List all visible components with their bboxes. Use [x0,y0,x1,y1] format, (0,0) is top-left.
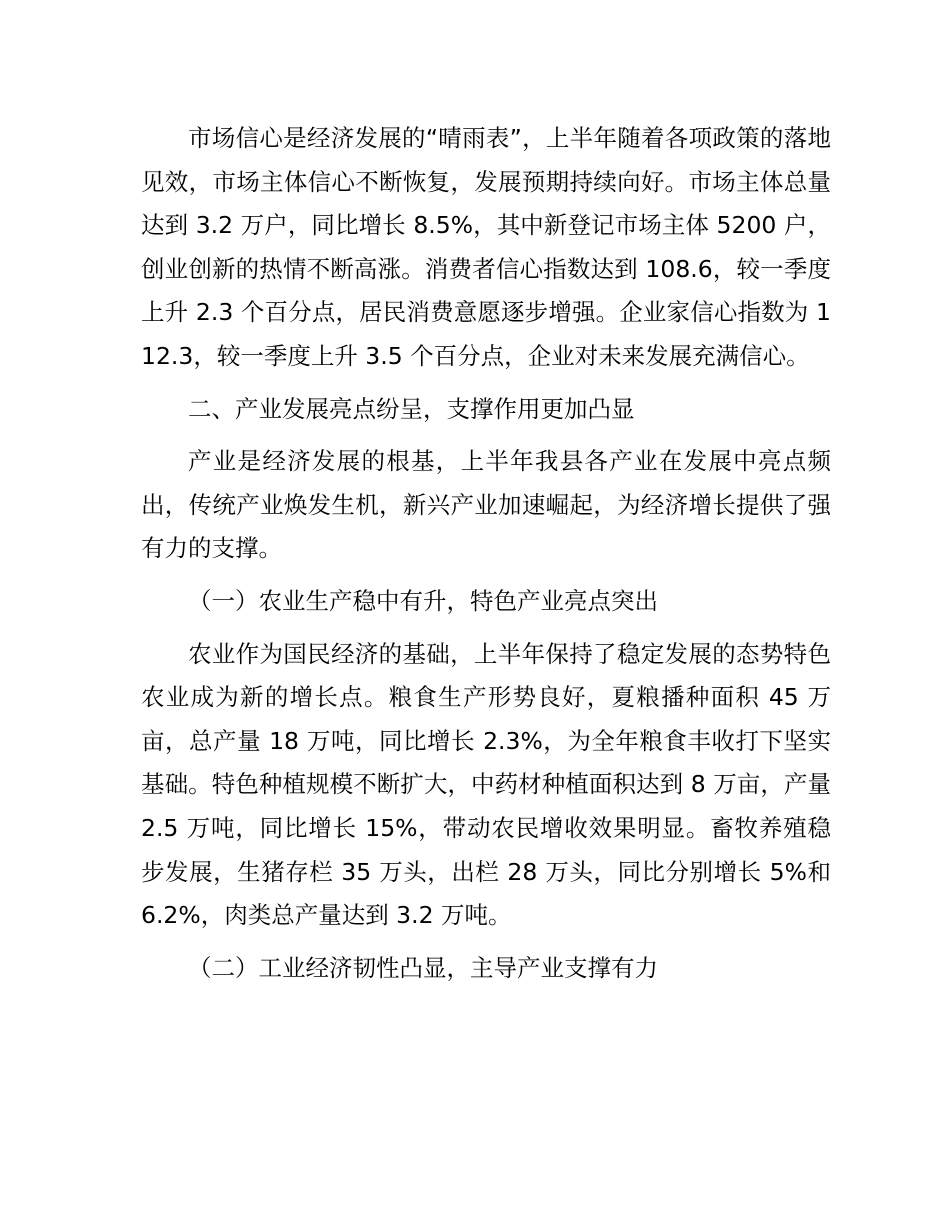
paragraph-industry-intro: 产业是经济发展的根基，上半年我县各产业在发展中亮点频出，传统产业焕发生机，新兴产业加速崛起，为经济增长提供了强有力的支撑。 [141,447,831,563]
paragraph-agriculture: 农业作为国民经济的基础，上半年保持了稳定发展的态势特色农业成为新的增长点。粮食生产形势良好，夏粮播种面积 45 万亩，总产量 18 万吨，同比增长 2.3%，为全年粮食丰收打下坚实基础。特色种植规模不断扩大，中药材种植面积达到 8 万亩，产量 2.5 万吨，同比增长 15%，带动农民增收效果明显。畜牧养殖稳步发展，生猪存栏 35 万头，出栏 28 万头，同比分别增长 5%和 6.2%，肉类总产量达到 3.2 万吨。 [141,639,831,930]
section-heading-industry: 二、产业发展亮点纷呈，支撑作用更加凸显 [188,394,635,423]
subsection-heading-industrial-economy: （二）工业经济韧性凸显，主导产业支撑有力 [188,953,658,982]
subsection-heading-agriculture: （一）农业生产稳中有升，特色产业亮点突出 [188,586,658,615]
paragraph-market-confidence: 市场信心是经济发展的“晴雨表”，上半年随着各项政策的落地见效，市场主体信心不断恢复，发展预期持续向好。市场主体总量达到 3.2 万户，同比增长 8.5%，其中新登记市场主体 5200 户，创业创新的热情不断高涨。消费者信心指数达到 108.6，较一季度上升 2.3 个百分点，居民消费意愿逐步增强。企业家信心指数为 112.3，较一季度上升 3.5 个百分点，企业对未来发展充满信心。 [141,124,831,370]
document-page [141,117,831,999]
